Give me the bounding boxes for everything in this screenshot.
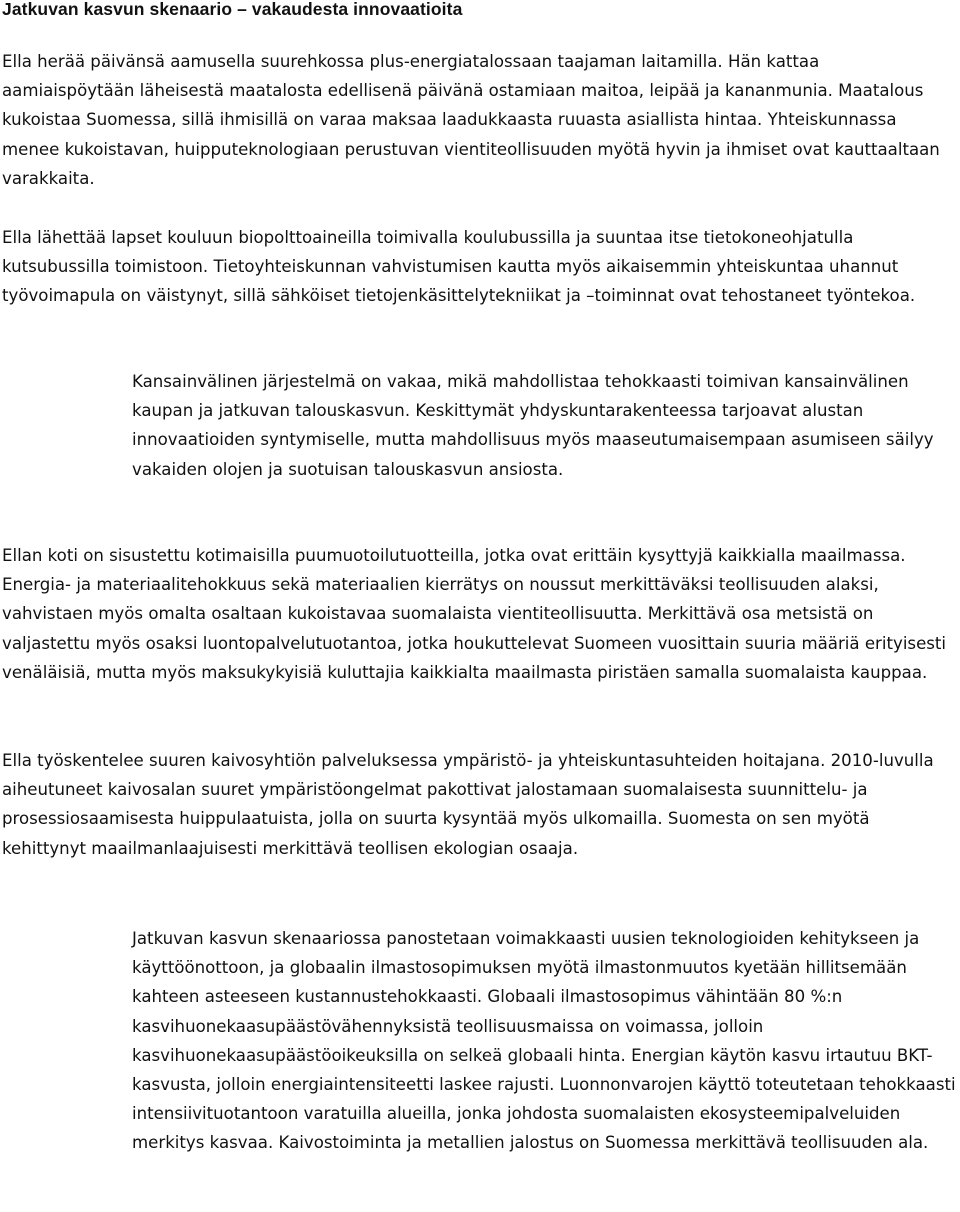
paragraph-home-design: Ellan koti on sisustettu kotimaisilla puumuotoilutuotteilla, jotka ovat erittäin kysyttyjä kaikkialla maailmassa. Energia- ja materiaalitehokkuus sekä materiaalien kierrätys on noussut merkittäväksi teollisuuden alaksi, vahvistaen myös omalta osaltaan kukoistavaa suomalaista vientiteollisuutta. Merkittävä osa metsistä on valjastettu myös osaksi luontopalvelutuotantoa, jotka houkuttelevat Suomeen vuosittain suuria määriä erityisesti venäläisiä, mutta myös maksukykyisiä kuluttajia kaikkialta maailmasta piristäen samalla suomalaista kauppaa.: [2, 546, 947, 682]
paragraph-international-system: Kansainvälinen järjestelmä on vakaa, mikä mahdollistaa tehokkaasti toimivan kansainvälinen kaupan ja jatkuvan talouskasvun. Keskittymät yhdyskuntarakenteessa tarjoavat alustan innovaatioiden syntymiselle, mutta mahdollisuus myös maaseutumaisempaan asumiseen säilyy vakaiden olojen ja suotuisan talouskasvun ansiosta.: [132, 372, 934, 479]
document-title: Jatkuvan kasvun skenaario – vakaudesta innovaatioita: [2, 0, 463, 19]
paragraph-scenario-summary: Jatkuvan kasvun skenaariossa panostetaan voimakkaasti uusien teknologioiden kehitykseen ja käyttöönottoon, ja globaalin ilmastosopimuksen myötä ilmastonmuutos kyetään hillitsemään kahteen asteeseen kustannustehokkaasti. Globaali ilmastosopimus vähintään 80 %:n kasvihuonekaasupäästövähennyksistä teollisuusmaissa on voimassa, jolloin kasvihuonekaasupäästöoikeuksilla on selkeä globaali hinta. Energian käytön kasvu irtautuu BKT-kasvusta, jolloin energiaintensiteetti laskee rajusti. Luonnonvarojen käyttö toteutetaan tehokkaasti intensiivituotantoon varatuilla alueilla, jonka johdosta suomalaisten ekosysteemipalveluiden merkitys kasvaa. Kaivostoiminta ja metallien jalostus on Suomessa merkittävä teollisuuden ala.: [132, 929, 956, 1153]
paragraph-school-bus: Ella lähettää lapset kouluun biopolttoaineilla toimivalla koulubussilla ja suuntaa itse tietokoneohjatulla kutsubussilla toimistoon. Tietoyhteiskunnan vahvistumisen kautta myös aikaisemmin yhteiskuntaa uhannut työvoimapula on väistynyt, sillä sähköiset tietojenkäsittelytekniikat ja –toiminnat ovat tehostaneet työntekoa.: [2, 228, 916, 306]
paragraph-morning: Ella herää päivänsä aamusella suurehkossa plus-energiatalossaan taajaman laitamilla. Hän kattaa aamiaispöytään läheisestä maatalosta edellisenä päivänä ostamiaan maitoa, leipää ja kananmunia. Maatalous kukoistaa Suomessa, sillä ihmisillä on varaa maksaa laadukkaasta ruuasta asiallista hintaa. Yhteiskunnassa menee kukoistavan, huipputeknologiaan perustuvan vientiteollisuuden myötä hyvin ja ihmiset ovat kauttaaltaan varakkaita.: [2, 52, 940, 188]
paragraph-mining-work: Ella työskentelee suuren kaivosyhtiön palveluksessa ympäristö- ja yhteiskuntasuhteiden hoitajana. 2010-luvulla aiheutuneet kaivosalan suuret ympäristöongelmat pakottivat jalostamaan suomalaisesta suunnittelu- ja prosessiosaamisesta huippulaatuista, jolla on suurta kysyntää myös ulkomailla. Suomesta on sen myötä kehittynyt maailmanlaajuisesti merkittävä teollisen ekologian osaaja.: [2, 751, 934, 858]
